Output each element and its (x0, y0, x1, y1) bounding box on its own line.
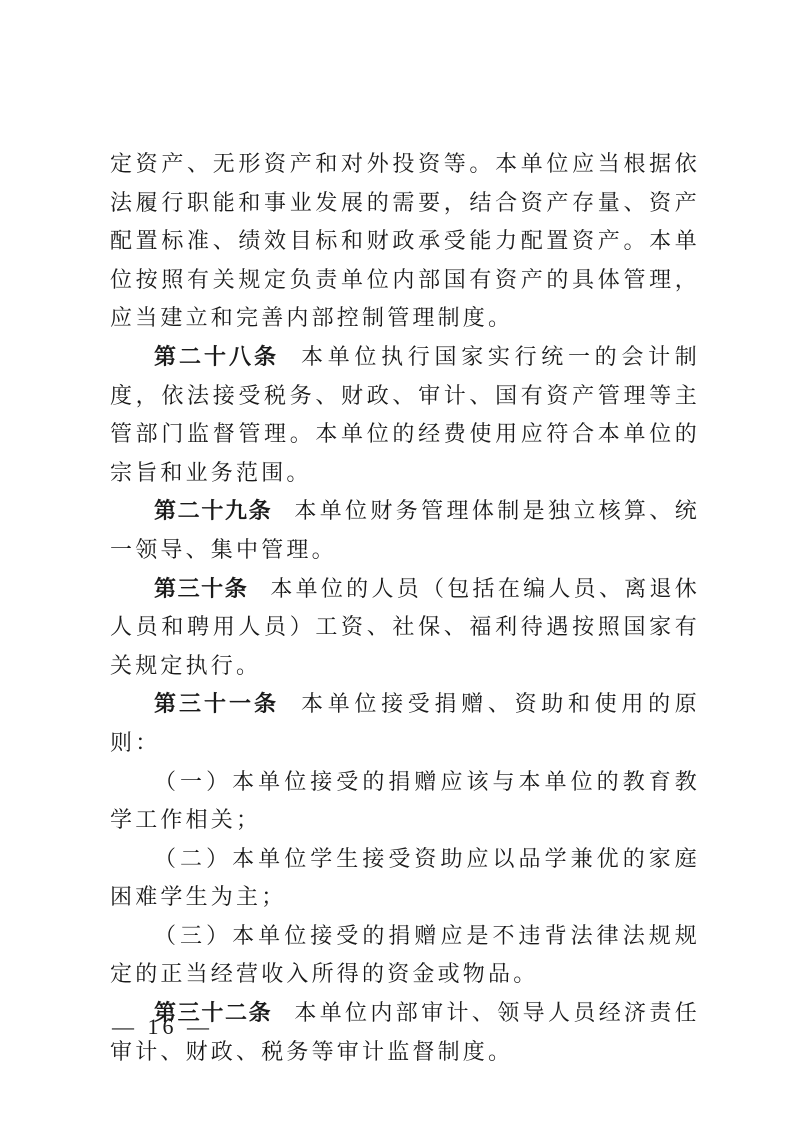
article-text: 本单位的人员（包括在编人员、离退休人员和聘用人员）工资、社保、福利待遇按照国家有关规定执行。 (110, 576, 700, 679)
article-number: 第三十二条 (154, 1001, 273, 1027)
list-item-text: （三）本单位接受的捐赠应是不违背法律法规规定的正当经营收入所得的资金或物品。 (110, 923, 700, 988)
document-body (110, 146, 700, 1072)
list-item-2 (110, 841, 700, 918)
article-text: 本单位执行国家实行统一的会计制度，依法接受税务、财政、审计、国有资产管理等主管部门监督管理。本单位的经费使用应符合本单位的宗旨和业务范围。 (110, 344, 700, 486)
article-29 (110, 493, 700, 570)
article-text: 本单位内部审计、领导人员经济责任审计、财政、税务等审计监督制度。 (110, 1001, 700, 1065)
list-item-text: （二）本单位学生接受资助应以品学兼优的家庭困难学生为主； (110, 846, 700, 911)
article-number: 第二十九条 (154, 499, 273, 525)
article-28 (110, 339, 700, 493)
page-number: — 16 — (112, 1014, 213, 1039)
paragraph-text: 定资产、无形资产和对外投资等。本单位应当根据依法履行职能和事业发展的需要，结合资产存量、资产配置标准、绩效目标和财政承受能力配置资产。本单位按照有关规定负责单位内部国有资产的具体管理，应当建立和完善内部控制管理制度。 (110, 152, 700, 332)
article-30 (110, 571, 700, 687)
list-item-3 (110, 918, 700, 995)
article-text: 本单位接受捐赠、资助和使用的原则： (110, 692, 700, 756)
list-item-text: （一）本单位接受的捐赠应该与本单位的教育教学工作相关； (110, 769, 700, 834)
article-text: 本单位财务管理体制是独立核算、统一领导、集中管理。 (110, 499, 700, 563)
article-number: 第三十条 (154, 576, 249, 602)
article-number: 第二十八条 (154, 344, 279, 370)
list-item-1 (110, 764, 700, 841)
paragraph-continuation (110, 146, 700, 339)
article-number: 第三十一条 (154, 692, 279, 718)
article-31 (110, 686, 700, 763)
